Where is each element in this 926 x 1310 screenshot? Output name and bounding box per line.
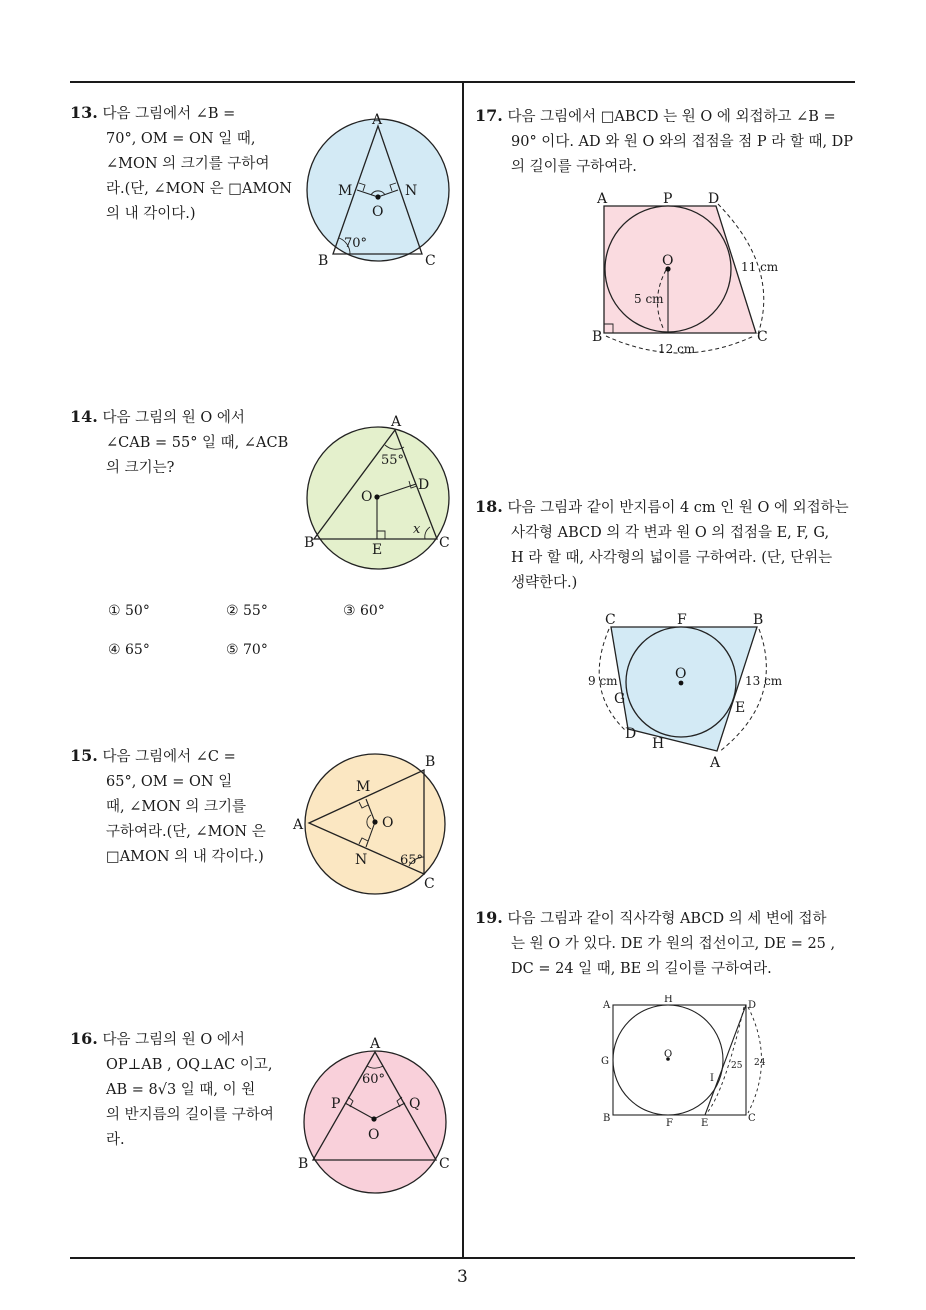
label-dc: 11 cm [741, 260, 779, 274]
question-17 [475, 103, 860, 180]
label-m: M [356, 779, 371, 795]
question-number: 17. [475, 106, 503, 125]
label-f: F [666, 1118, 673, 1129]
question-text-line: 는 원 O 가 있다. DE 가 원의 접선이고, DE = 25 , [511, 936, 836, 952]
figure-q15 [288, 748, 463, 898]
figure-q14 [298, 410, 463, 575]
question-text-line: 다음 그림에서 ∠B = [102, 106, 236, 122]
center-point [374, 494, 379, 499]
label-o: O [372, 204, 384, 220]
question-14 [70, 404, 300, 481]
question-text-line: 의 내 각이다.) [106, 206, 196, 222]
label-c: C [424, 876, 435, 892]
choice-1[interactable]: ① 50° [108, 603, 150, 619]
label-d: D [625, 726, 637, 742]
center-point [371, 1116, 376, 1121]
label-d: D [418, 477, 430, 493]
question-number: 13. [70, 103, 98, 122]
question-15 [70, 743, 285, 870]
question-text-line: H 라 할 때, 사각형의 넓이를 구하여라. (단, 단위는 [511, 550, 833, 566]
label-d: D [748, 1000, 757, 1011]
label-c: C [439, 535, 450, 551]
label-dc: 24 [754, 1058, 766, 1068]
label-g: G [614, 691, 626, 707]
label-h: H [664, 995, 673, 1005]
label-bc: 12 cm [658, 342, 696, 356]
label-angle-a: 55° [381, 453, 405, 468]
question-text-line: ∠MON 의 크기를 구하여 [106, 156, 270, 172]
question-13 [70, 100, 300, 227]
figure-q17 [585, 185, 785, 365]
label-c: C [757, 329, 768, 345]
label-c: C [439, 1156, 450, 1172]
question-text-line: □AMON 의 내 각이다.) [106, 849, 264, 865]
label-a: A [603, 1000, 611, 1011]
question-text-line: ∠CAB = 55° 일 때, ∠ACB [106, 435, 289, 451]
question-text-line: 의 크기는? [106, 460, 175, 476]
label-m: M [338, 183, 353, 199]
question-number: 18. [475, 497, 503, 516]
label-a: A [370, 1036, 381, 1052]
label-c: C [748, 1113, 756, 1124]
tangent-de [705, 1005, 746, 1115]
label-b: B [603, 1113, 611, 1124]
question-text-line: 65°, OM = ON 일 [106, 774, 233, 790]
question-number: 16. [70, 1029, 98, 1048]
label-de: 25 [731, 1061, 743, 1071]
label-radius: 5 cm [634, 292, 664, 306]
label-i: I [710, 1073, 714, 1084]
page-number: 3 [457, 1267, 468, 1287]
label-b: B [304, 535, 315, 551]
label-b: B [298, 1156, 309, 1172]
label-o: O [361, 489, 373, 505]
label-b: B [592, 329, 603, 345]
question-text-line: 다음 그림과 같이 반지름이 4 cm 인 원 O 에 외접하는 [507, 500, 849, 516]
question-text-line: 구하여라.(단, ∠MON 은 [106, 824, 266, 840]
choice-2[interactable]: ② 55° [226, 603, 268, 619]
label-a: A [293, 817, 304, 833]
question-text-line: 다음 그림의 원 O 에서 [102, 1032, 245, 1048]
label-p: P [663, 191, 673, 207]
question-text-line: 의 길이를 구하여라. [511, 159, 637, 175]
question-text-line: 때, ∠MON 의 크기를 [106, 799, 247, 815]
label-c: C [425, 253, 436, 269]
choice-4[interactable]: ④ 65° [108, 642, 150, 658]
figure-q13 [298, 105, 463, 275]
label-a: A [391, 414, 402, 430]
label-f: F [677, 612, 687, 628]
figure-q18 [585, 605, 790, 775]
center-point [372, 819, 377, 824]
label-x: x [413, 522, 421, 537]
figure-q16 [290, 1030, 462, 1200]
choice-5[interactable]: ⑤ 70° [226, 642, 268, 658]
question-text-line: 라. [106, 1132, 125, 1148]
question-text-line: 다음 그림의 원 O 에서 [102, 410, 245, 426]
question-text-line: AB = 8√3 일 때, 이 원 [106, 1082, 256, 1098]
center-point [375, 194, 380, 199]
question-text-line: 사각형 ABCD 의 각 변과 원 O 의 접점을 E, F, G, [511, 525, 830, 541]
label-b: B [753, 612, 764, 628]
circle-o [307, 119, 449, 261]
question-text-line: 다음 그림에서 □ABCD 는 원 O 에 외접하고 ∠B = [507, 109, 836, 125]
question-number: 15. [70, 746, 98, 765]
label-o: O [368, 1127, 380, 1143]
label-b: B [318, 253, 329, 269]
label-q: Q [409, 1096, 421, 1112]
question-18 [475, 494, 860, 596]
question-16 [70, 1026, 285, 1153]
label-cd: 9 cm [588, 674, 618, 688]
label-o: O [664, 1049, 673, 1060]
label-e: E [372, 542, 383, 558]
question-text-line: DC = 24 일 때, BE 의 길이를 구하여라. [511, 961, 772, 977]
choice-3[interactable]: ③ 60° [343, 603, 385, 619]
label-angle-a: 60° [362, 1072, 386, 1087]
label-ab: 13 cm [745, 674, 783, 688]
label-h: H [652, 736, 665, 752]
label-a: A [597, 191, 608, 207]
label-angle-b: 70° [344, 236, 368, 251]
question-number: 14. [70, 407, 98, 426]
question-text-line: 70°, OM = ON 일 때, [106, 131, 256, 147]
label-n: N [405, 183, 418, 199]
label-p: P [331, 1096, 341, 1112]
question-19 [475, 905, 860, 982]
label-angle-c: 65° [400, 853, 424, 868]
question-text-line: OP⊥AB , OQ⊥AC 이고, [106, 1057, 273, 1073]
question-text-line: 다음 그림에서 ∠C = [102, 749, 236, 765]
label-d: D [708, 191, 720, 207]
question-text-line: 다음 그림과 같이 직사각형 ABCD 의 세 변에 접하 [507, 911, 827, 927]
label-c: C [605, 612, 616, 628]
figure-q19 [595, 995, 775, 1130]
label-n: N [355, 852, 368, 868]
label-a: A [710, 755, 721, 771]
question-text-line: 생략한다.) [511, 575, 578, 591]
question-text-line: 의 반지름의 길이를 구하여 [106, 1107, 274, 1123]
label-o: O [675, 666, 687, 682]
label-o: O [382, 815, 394, 831]
label-e: E [735, 700, 746, 716]
question-text-line: 90° 이다. AD 와 원 O 와의 접점을 점 P 라 할 때, DP [511, 134, 854, 150]
label-e: E [701, 1118, 709, 1129]
label-b: B [425, 754, 436, 770]
question-text-line: 라.(단, ∠MON 은 □AMON [106, 181, 292, 197]
label-g: G [601, 1056, 609, 1067]
label-a: A [372, 112, 383, 128]
question-number: 19. [475, 908, 503, 927]
label-o: O [662, 253, 674, 269]
bottom-rule [70, 1257, 855, 1259]
